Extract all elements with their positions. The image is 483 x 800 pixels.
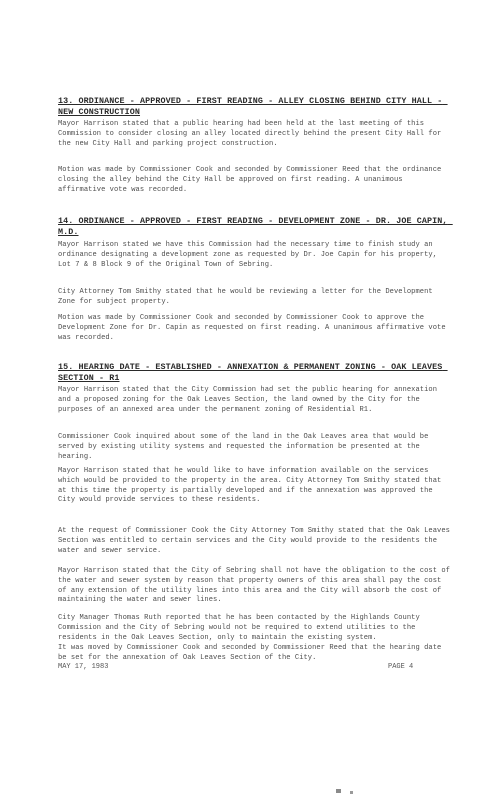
scan-speck <box>336 789 341 793</box>
footer-date: MAY 17, 1983 <box>58 663 109 671</box>
section-15-paragraph-4: At the request of Commissioner Cook the City Attorney Tom Smithy stated that the Oak Leaves Section was entitled to certain services and the City would provide to the residents the water and sewer service. <box>58 527 455 555</box>
section-13-paragraph-2: Motion was made by Commissioner Cook and seconded by Commissioner Reed that the ordinance closing the alley behind the City Hall be approved on first reading. A unanimous affirmative vote was recorded. <box>58 166 446 194</box>
section-13-paragraph-1: Mayor Harrison stated that a public hearing had been held at the last meeting of this Commission to consider closing an alley located directly behind the present City Hall for the new City Hall and parking project construction. <box>58 120 446 148</box>
section-14-paragraph-1: Mayor Harrison stated we have this Commission had the necessary time to finish study an ordinance designating a development zone as requested by Dr. Joe Capin for his property, Lot 7 & 8 Block 9 of the Original Town of Sebring. <box>58 241 442 269</box>
section-15-paragraph-6: City Manager Thomas Ruth reported that he has been contacted by the Highlands County Commission and the City of Sebring would not be required to extend utilities to the residents in the Oak Leaves Section, only to maintain the existing system. <box>58 614 425 642</box>
section-15-paragraph-5: Mayor Harrison stated that the City of Sebring shall not have the obligation to the cost of the water and sewer system by reason that property owners of this area shall pay the cost of any extension of the utility lines into this area and the City will absorb the cost of maintaining the water and sewer lines. <box>58 567 455 605</box>
footer-page-number: PAGE 4 <box>388 663 414 671</box>
section-14-paragraph-2: City Attorney Tom Smithy stated that he would be reviewing a letter for the Development Zone for subject property. <box>58 288 438 306</box>
section-heading-15: 15. HEARING DATE - ESTABLISHED - ANNEXATION & PERMANENT ZONING - OAK LEAVES SECTION - R1 <box>58 362 448 383</box>
section-15-paragraph-2: Commissioner Cook inquired about some of the land in the Oak Leaves area that would be served by existing utility systems and requested the information be presented at the hearing. <box>58 433 433 461</box>
section-15-paragraph-3: Mayor Harrison stated that he would like to have information available on the services which would be provided to the property in the area. City Attorney Tom Smithy stated that at this time the property is partially developed and if the annexation was approved the City would provide services to these residents. <box>58 467 446 505</box>
section-15-paragraph-7: It was moved by Commissioner Cook and seconded by Commissioner Reed that the hearing date be set for the annexation of Oak Leaves Section of the City. <box>58 644 446 662</box>
scan-speck <box>350 791 353 794</box>
section-heading-13: 13. ORDINANCE - APPROVED - FIRST READING - ALLEY CLOSING BEHIND CITY HALL - NEW CONSTRUCTION <box>58 96 448 117</box>
section-14-paragraph-3: Motion was made by Commissioner Cook and seconded by Commissioner Cook to approve the Development Zone for Dr. Capin as requested on first reading. A unanimous affirmative vote was recorded. <box>58 314 450 342</box>
section-heading-14: 14. ORDINANCE - APPROVED - FIRST READING - DEVELOPMENT ZONE - DR. JOE CAPIN, M.D. <box>58 216 453 237</box>
section-15-paragraph-1: Mayor Harrison stated that the City Commission had set the public hearing for annexation and a proposed zoning for the Oak Leaves Section, the land owned by the City for the purposes of an annexed area under the permanent zoning of Residential R1. <box>58 386 442 414</box>
